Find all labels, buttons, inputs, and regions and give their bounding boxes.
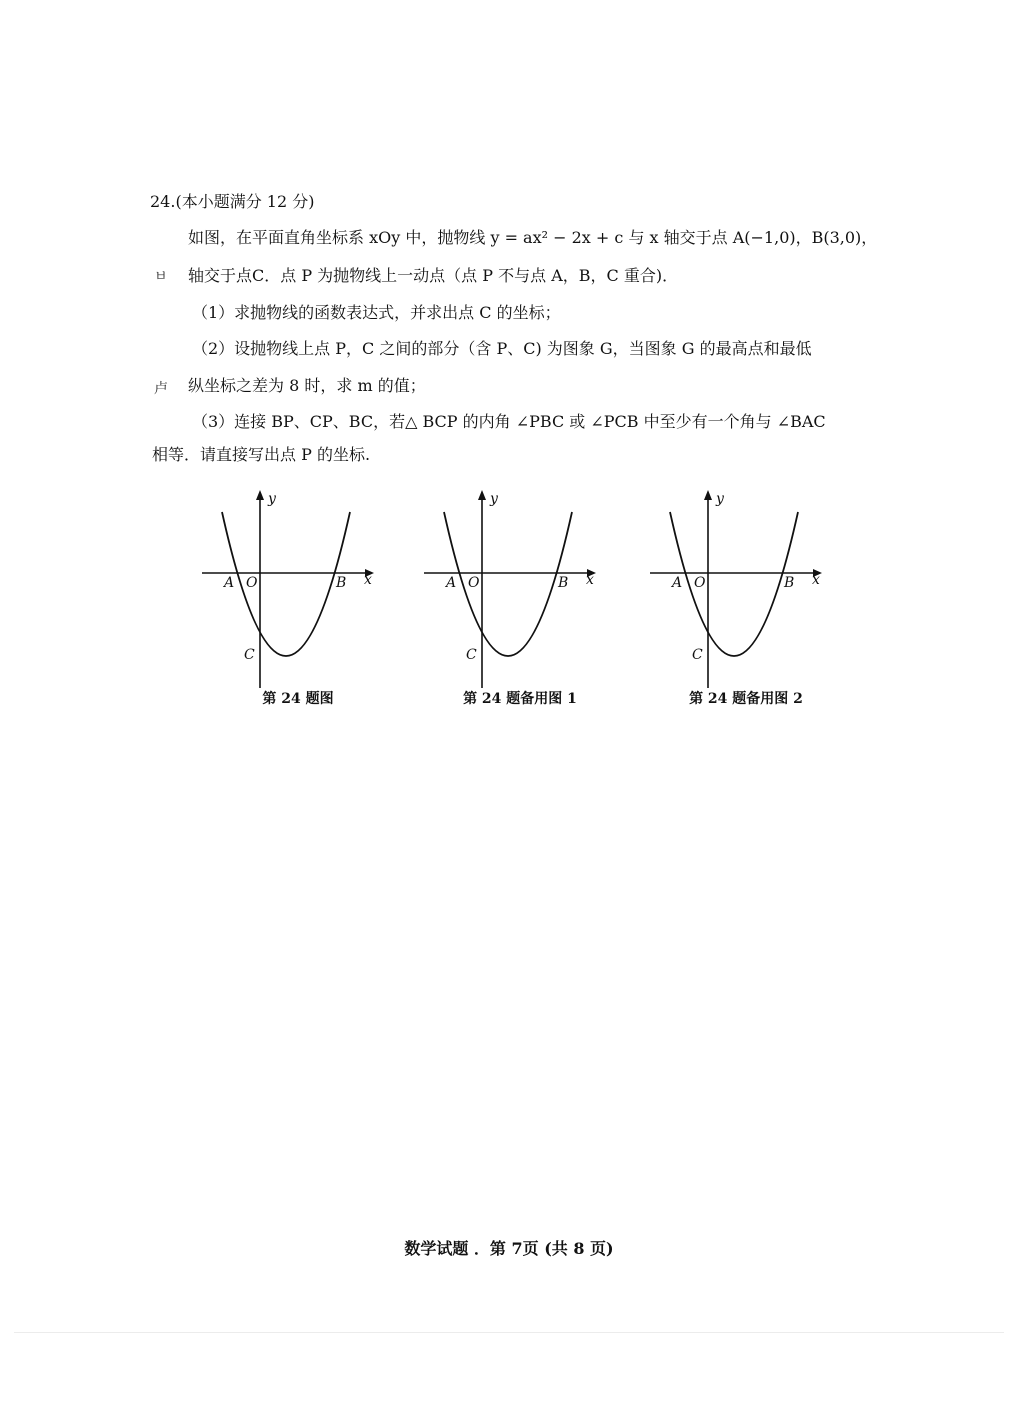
figure-main [188,488,408,718]
point-a-label: A [224,575,235,591]
question-intro-line-2: 轴交于点C．点 P 为抛物线上一动点（点 P 不与点 A，B，C 重合)． [188,266,679,285]
point-a-label: A [446,575,457,591]
y-axis-label: y [716,491,724,507]
parabola-graph [188,488,408,688]
point-b-label: B [784,575,795,591]
question-part-2-line-1: （2）设抛物线上点 P，C 之间的部分（含 P、C) 为图象 G，当图象 G 的最高点和最低 [192,339,812,358]
question-part-3-line-1: （3）连接 BP、CP、BC，若△ BCP 的内角 ∠PBC 或 ∠PCB 中至少有一个角与 ∠BAC [192,412,826,431]
x-axis-label: x [812,572,820,588]
point-a-label: A [672,575,683,591]
point-c-label: C [244,647,255,663]
y-axis-label: y [490,491,498,507]
question-part-2-line-2: 纵坐标之差为 8 时，求 m 的值； [188,376,426,395]
point-c-label: C [466,647,477,663]
y-axis-label: y [268,491,276,507]
origin-label: O [468,575,480,591]
figure-caption: 第 24 题图 [262,691,334,707]
margin-mark-2: 卢 [154,381,168,397]
margin-mark-1: ㅂ [154,269,168,285]
origin-label: O [246,575,258,591]
x-axis-label: x [586,572,594,588]
question-part-3-line-2: 相等．请直接写出点 P 的坐标. [152,445,371,464]
figure-caption: 第 24 题备用图 1 [463,691,577,707]
question-intro-line-1: 如图，在平面直角坐标系 xOy 中，抛物线 y = ax² − 2x + c 与 x 轴交于点 A(−1,0)，B(3,0)， [188,228,878,247]
page-footer: 数学试题 ．第 7页 (共 8 页) [404,1239,614,1258]
parabola-graph [636,488,856,688]
figure-backup-2 [636,488,856,718]
question-heading: 24.(本小题满分 12 分) [150,192,315,211]
figure-caption: 第 24 题备用图 2 [689,691,803,707]
point-b-label: B [558,575,569,591]
figure-backup-1 [410,488,630,718]
bottom-divider [14,1332,1004,1333]
origin-label: O [694,575,706,591]
point-c-label: C [692,647,703,663]
question-part-1: （1）求抛物线的函数表达式，并求出点 C 的坐标； [192,303,561,322]
point-b-label: B [336,575,347,591]
x-axis-label: x [364,572,372,588]
parabola-graph [410,488,630,688]
